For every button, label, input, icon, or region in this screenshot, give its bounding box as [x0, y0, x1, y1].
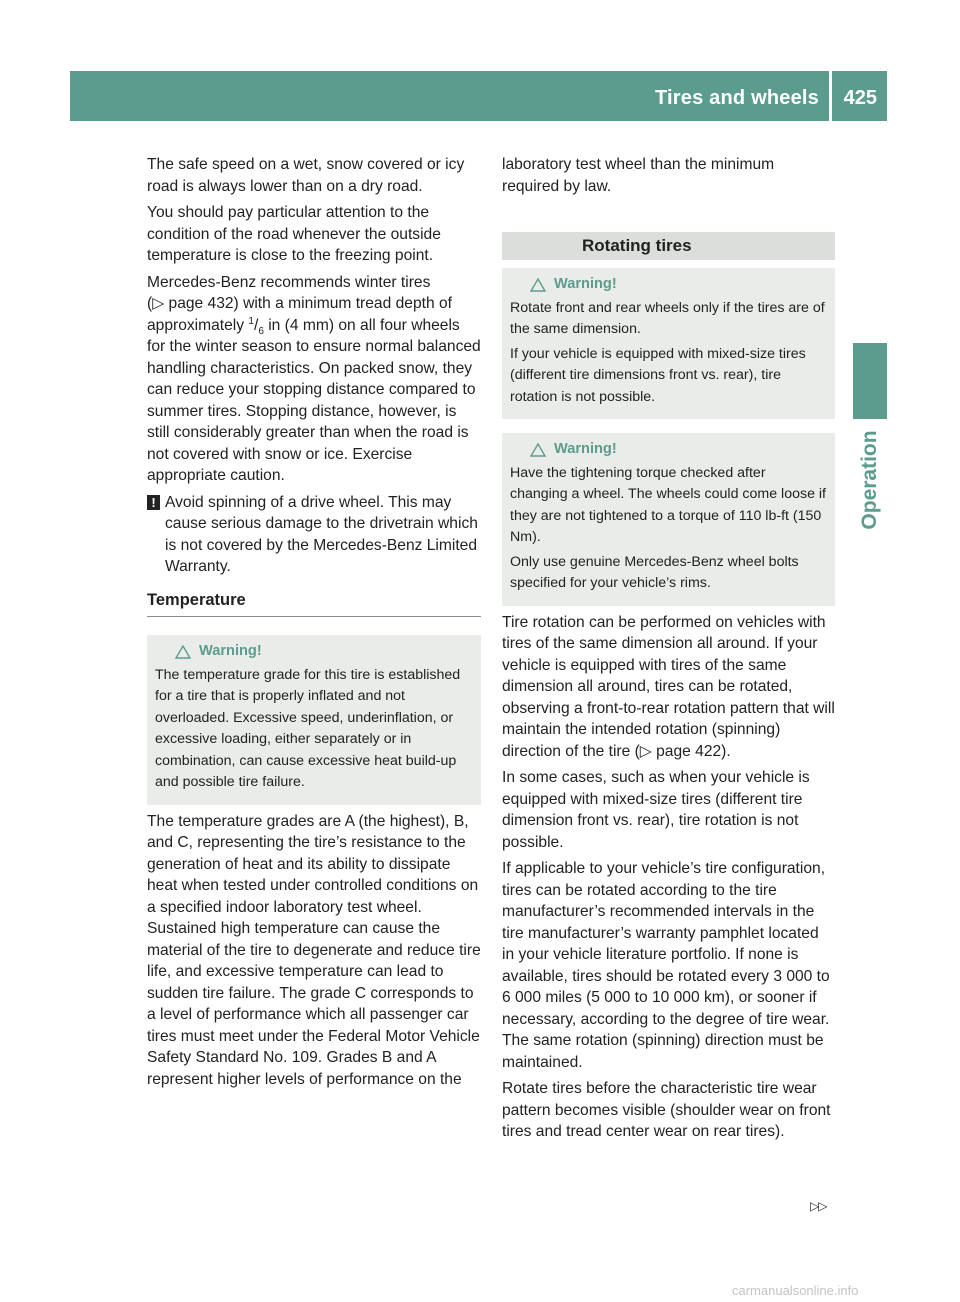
header-title: Tires and wheels [654, 87, 819, 109]
warning-title-text: Warning! [554, 441, 617, 457]
paragraph: If applicable to your vehicle’s tire configuration, tires can be rotated according to the tire manufacturer’s recommended intervals in the tire manufacturer’s warranty pamphlet located in your vehicle literature portfolio. If none is available, tires should be rotated every 3 000 to 6 000 miles (5 000 to 10 000 km), or sooner if necessary, according to the degree of tire wear. The same rotation (spinning) direction must be maintained. [502, 860, 830, 1071]
section-heading-temperature: Temperature [147, 590, 481, 618]
paragraph: You should pay particular attention to the condition of the road whenever the outside temperature is close to the freezing point. [147, 204, 441, 264]
paragraph-text: Mercedes-Benz recommends winter tires [147, 273, 431, 291]
warning-title [530, 274, 827, 296]
paragraph: laboratory test wheel than the minimum required by law. [502, 156, 775, 195]
paragraph-text: in (4 mm) on all four wheels for the winter season to ensure normal balanced handling characteristics. On packed snow, they can reduce your stopping distance compared to summer tires. Stopping distance, however, is still considerably greater than when the road is not covered with snow or ice. Exercise appropriate caution. [147, 316, 481, 484]
paragraph-text: (▷ page 432) with a minimum tread depth of approximately [147, 295, 452, 334]
warning-box [147, 635, 481, 805]
left-column [147, 154, 481, 1095]
paragraph: In some cases, such as when your vehicle is equipped with mixed-size tires (different tire dimension front vs. rear), tire rotation is not possible. [502, 769, 810, 851]
warning-triangle-icon [530, 278, 546, 292]
warning-title-text: Warning! [199, 643, 262, 659]
watermark: carmanualsonline.info [732, 1283, 859, 1298]
paragraph: The safe speed on a wet, snow covered or icy road is always lower than on a dry road. [147, 156, 465, 195]
paragraph: Rotate tires before the characteristic tire wear pattern becomes visible (shoulder wear on front tires and tread center wear on rear tires). [502, 1080, 831, 1140]
warning-triangle-icon [530, 443, 546, 457]
warning-text: Have the tightening torque checked after changing a wheel. The wheels could come loose if they are not tightened to a torque of 110 lb-ft (150 Nm). [510, 464, 826, 545]
warning-title [175, 641, 473, 663]
warning-box [502, 433, 835, 606]
exclamation-icon: ! [147, 495, 160, 510]
warning-text: The temperature grade for this tire is established for a tire that is properly inflated and not overloaded. Excessive speed, underinflation, or excessive loading, either separately or in combination, can cause excessive heat build-up and possible tire failure. [155, 666, 461, 790]
caution-note-text: Avoid spinning of a drive wheel. This may cause serious damage to the drivetrain which is not covered by the Mercedes-Benz Limited Warranty. [165, 493, 478, 575]
warning-title [530, 439, 827, 461]
fraction-denominator: 6 [258, 325, 264, 337]
header-divider [829, 71, 832, 121]
warning-title-text: Warning! [554, 276, 617, 292]
warning-text: Rotate front and rear wheels only if the tires are of the same dimension. [510, 299, 825, 337]
paragraph: Tire rotation can be performed on vehicles with tires of the same dimension all around. If your vehicle is equipped with tires of the same dimension all around, tires can be rotated, observing a front-to-rear rotation pattern that will maintain the intended rotation (spinning) direction of the tire (▷ page 422). [502, 613, 835, 760]
section-heading-rotating-tires: Rotating tires [502, 232, 835, 260]
paragraph [147, 272, 481, 487]
warning-triangle-icon [175, 645, 191, 659]
fraction-numerator: 1 [248, 315, 254, 327]
warning-box [502, 268, 835, 419]
page-header [70, 71, 887, 121]
paragraph: The temperature grades are A (the highest), B, and C, representing the tire’s resistance to the generation of heat and its ability to dissipate heat when tested under controlled conditions on a specified indoor laboratory test wheel. Sustained high temperature can cause the material of the tire to degenerate and reduce tire life, and excessive temperature can lead to sudden tire failure. The grade C corresponds to a level of performance which all passenger car tires must meet under the Federal Motor Vehicle Safety Standard No. 109. Grades B and A represent higher levels of performance on the [147, 812, 481, 1088]
fraction-slash: / [253, 316, 259, 334]
right-column [502, 154, 835, 1148]
warning-text: If your vehicle is equipped with mixed-size tires (different tire dimensions front vs. rear), tire rotation is not possible. [510, 345, 806, 405]
caution-note [147, 492, 481, 578]
page-number: 425 [843, 87, 877, 109]
warning-text: Only use genuine Mercedes-Benz wheel bolts specified for your vehicle’s rims. [510, 553, 799, 591]
continued-arrows-icon: ▷▷ [810, 1199, 827, 1213]
side-tab-label: Operation [858, 430, 881, 530]
side-tab-marker [853, 343, 887, 419]
